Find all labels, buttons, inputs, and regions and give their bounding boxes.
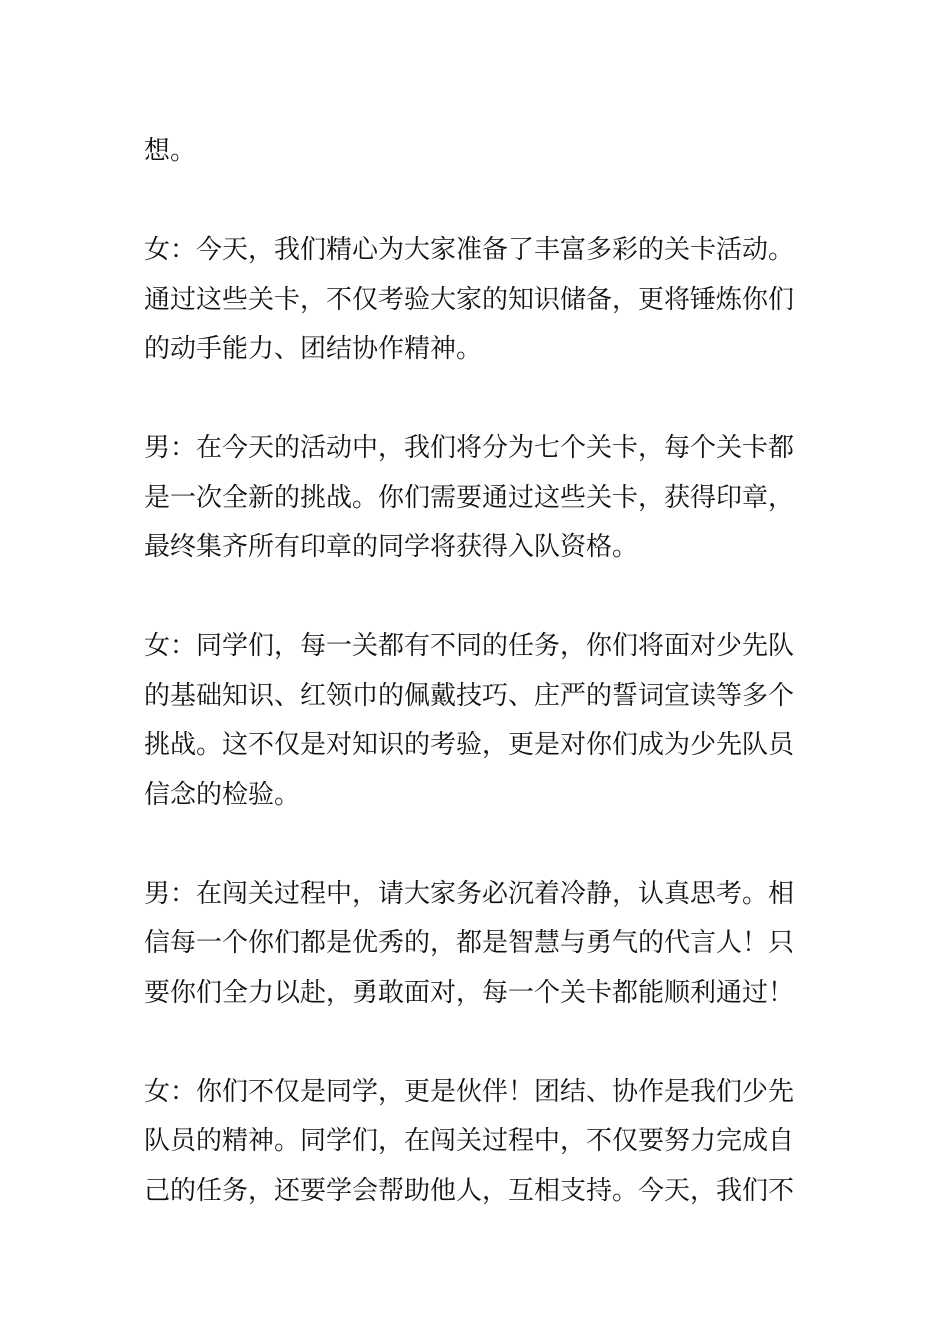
text-line: 是一次全新的挑战。你们需要通过这些关卡，获得印章， xyxy=(144,482,795,513)
paragraph-male-2 xyxy=(144,870,808,1019)
text-line: 想。 xyxy=(144,136,197,166)
text-line: 通过这些关卡，不仅考验大家的知识储备，更将锤炼你们 xyxy=(144,284,795,315)
text-line: 信每一个你们都是优秀的，都是智慧与勇气的代言人！只 xyxy=(144,928,795,958)
text-line: 的基础知识、红领巾的佩戴技巧、庄严的誓词宣读等多个 xyxy=(144,680,795,711)
paragraph-female-3 xyxy=(144,1068,808,1217)
document-body xyxy=(144,127,808,1266)
text-line: 队员的精神。同学们，在闯关过程中，不仅要努力完成自 xyxy=(144,1126,795,1156)
paragraph-male-1 xyxy=(144,424,808,573)
paragraph-continuation xyxy=(144,127,808,177)
text-line: 女：今天，我们精心为大家准备了丰富多彩的关卡活动。 xyxy=(144,235,795,265)
text-line: 男：在闯关过程中，请大家务必沉着冷静，认真思考。相 xyxy=(144,878,795,909)
text-line: 的动手能力、团结协作精神。 xyxy=(144,334,483,364)
text-line: 女：你们不仅是同学，更是伙伴！团结、协作是我们少先 xyxy=(144,1076,795,1107)
text-line: 女：同学们，每一关都有不同的任务，你们将面对少先队 xyxy=(144,631,795,661)
paragraph-female-2 xyxy=(144,622,808,820)
text-line: 信念的检验。 xyxy=(144,779,301,810)
text-line: 己的任务，还要学会帮助他人，互相支持。今天，我们不 xyxy=(144,1175,795,1206)
text-line: 最终集齐所有印章的同学将获得入队资格。 xyxy=(144,532,639,562)
text-line: 男：在今天的活动中，我们将分为七个关卡，每个关卡都 xyxy=(144,433,795,463)
text-line: 挑战。这不仅是对知识的考验，更是对你们成为少先队员 xyxy=(144,730,795,760)
text-line: 要你们全力以赴，勇敢面对，每一个关卡都能顺利通过！ xyxy=(144,977,795,1008)
paragraph-female-1 xyxy=(144,226,808,375)
